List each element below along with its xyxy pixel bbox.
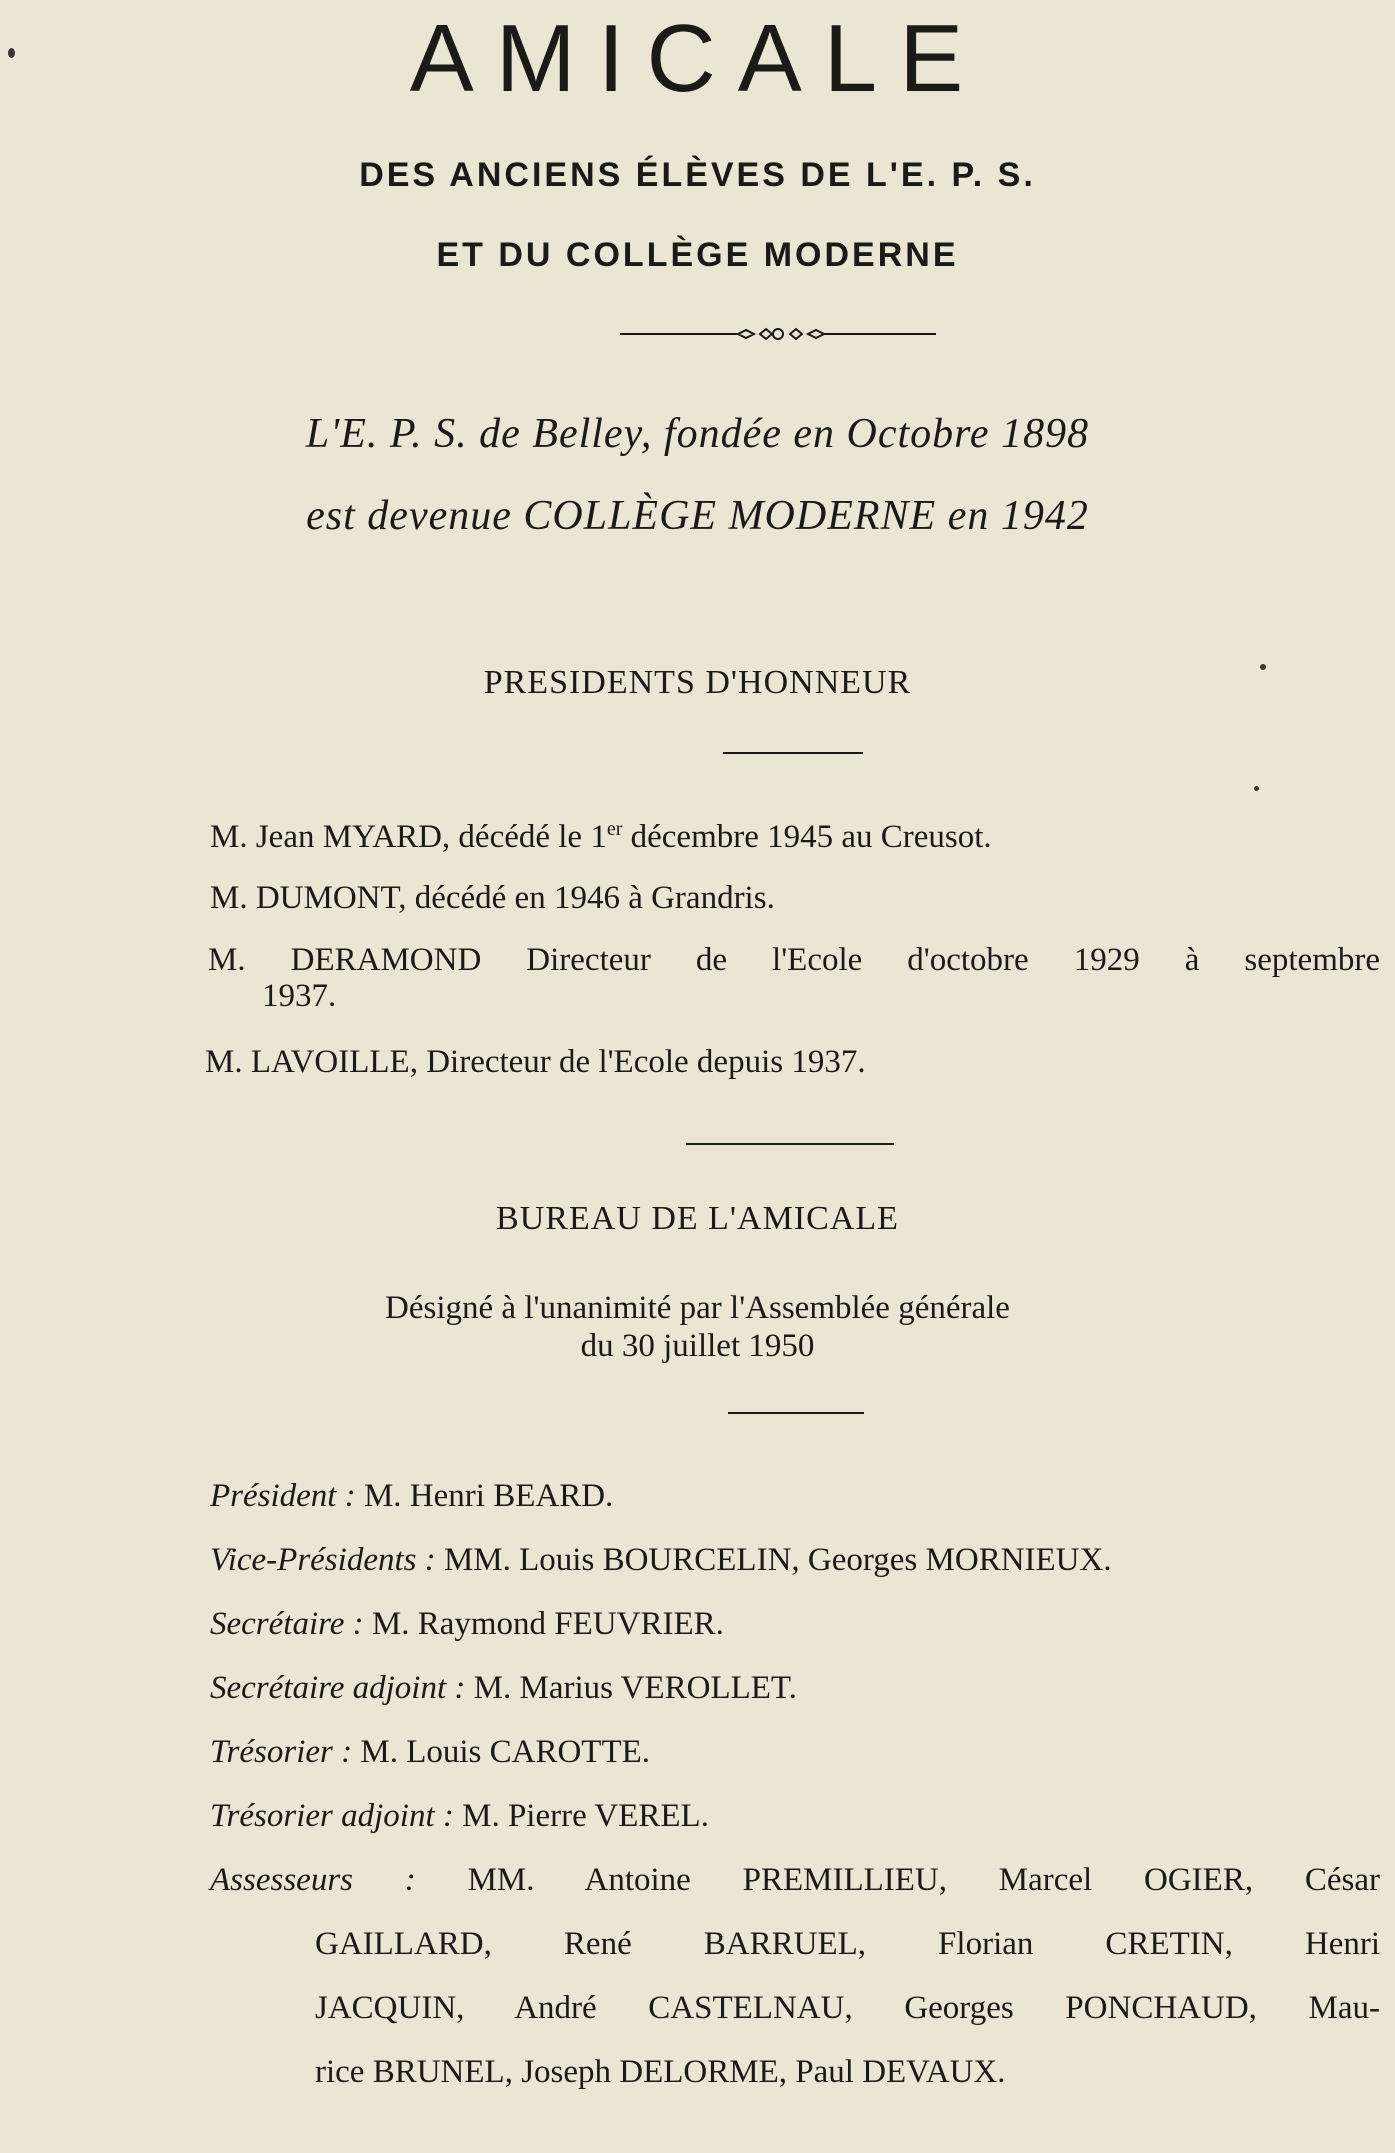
bureau-designation-line-1: Désigné à l'unanimité par l'Assemblée générale	[385, 1290, 1010, 1326]
honorary-item-lavoille: M. LAVOILLE, Directeur de l'Ecole depuis 1937.	[205, 1044, 866, 1080]
ink-speck	[1254, 786, 1259, 791]
honorary-item-dumont: M. DUMONT, décédé en 1946 à Grandris.	[210, 880, 775, 916]
ornament-divider	[620, 326, 936, 342]
bureau-heading: BUREAU DE L'AMICALE	[496, 1200, 899, 1237]
asst-treasurer-name: M. Pierre VEREL.	[453, 1798, 709, 1834]
ink-speck	[1260, 664, 1266, 670]
honorary-item-myard-suffix: décembre 1945 au Creusot.	[622, 819, 992, 855]
bureau-assistant-treasurer	[210, 1798, 709, 1835]
assessors-role: Assesseurs :	[210, 1862, 416, 1898]
document-title: AMICALE	[409, 5, 986, 112]
bureau-treasurer	[210, 1734, 650, 1771]
section-rule	[686, 1143, 894, 1145]
secretary-role: Secrétaire :	[210, 1606, 364, 1642]
subtitle-line-1: DES ANCIENS ÉLÈVES DE L'E. P. S.	[359, 156, 1036, 194]
asst-treasurer-role: Trésorier adjoint :	[210, 1798, 454, 1834]
subtitle-line-2: ET DU COLLÈGE MODERNE	[436, 236, 959, 274]
honorary-item-myard	[210, 818, 992, 856]
president-name: M. Henri BEARD.	[355, 1478, 614, 1514]
intro-line-1: L'E. P. S. de Belley, fondée en Octobre 1898	[305, 411, 1090, 457]
asst-secretary-role: Secrétaire adjoint :	[210, 1670, 466, 1706]
treasurer-role: Trésorier :	[210, 1734, 353, 1770]
bureau-president	[210, 1478, 613, 1515]
treasurer-name: M. Louis CAROTTE.	[352, 1734, 651, 1770]
honorary-item-deramond: M. DERAMOND Directeur de l'Ecole d'octobre 1929 à septembre	[208, 942, 1380, 978]
president-role: Président :	[210, 1478, 356, 1514]
intro-line-2: est devenue COLLÈGE MODERNE en 1942	[306, 493, 1089, 539]
secretary-name: M. Raymond FEUVRIER.	[363, 1606, 724, 1642]
assessors-line-1: MM. Antoine PREMILLIEU, Marcel OGIER, César	[415, 1862, 1380, 1898]
assessors-line-3: JACQUIN, André CASTELNAU, Georges PONCHAUD, Mau-	[315, 1990, 1380, 2026]
honorary-rule	[723, 752, 863, 754]
vp-names: MM. Louis BOURCELIN, Georges MORNIEUX.	[435, 1542, 1112, 1578]
honorary-item-myard-sup: er	[606, 818, 623, 840]
bureau-assessors	[210, 1862, 1380, 1899]
ink-speck	[8, 48, 15, 58]
asst-secretary-name: M. Marius VEROLLET.	[465, 1670, 797, 1706]
honorary-item-myard-prefix: M. Jean MYARD, décédé le 1	[210, 819, 607, 855]
honorary-heading: PRESIDENTS D'HONNEUR	[483, 664, 912, 701]
honorary-item-deramond-cont: 1937.	[262, 978, 337, 1014]
assessors-line-4: rice BRUNEL, Joseph DELORME, Paul DEVAUX.	[315, 2054, 1006, 2090]
bureau-rule	[728, 1412, 864, 1414]
assessors-line-2: GAILLARD, René BARRUEL, Florian CRETIN, Henri	[315, 1926, 1380, 1962]
bureau-assistant-secretary	[210, 1670, 797, 1707]
bureau-designation-line-2: du 30 juillet 1950	[580, 1328, 815, 1364]
vp-role: Vice-Présidents :	[210, 1542, 436, 1578]
bureau-vice-presidents	[210, 1542, 1112, 1579]
bureau-secretary	[210, 1606, 724, 1643]
